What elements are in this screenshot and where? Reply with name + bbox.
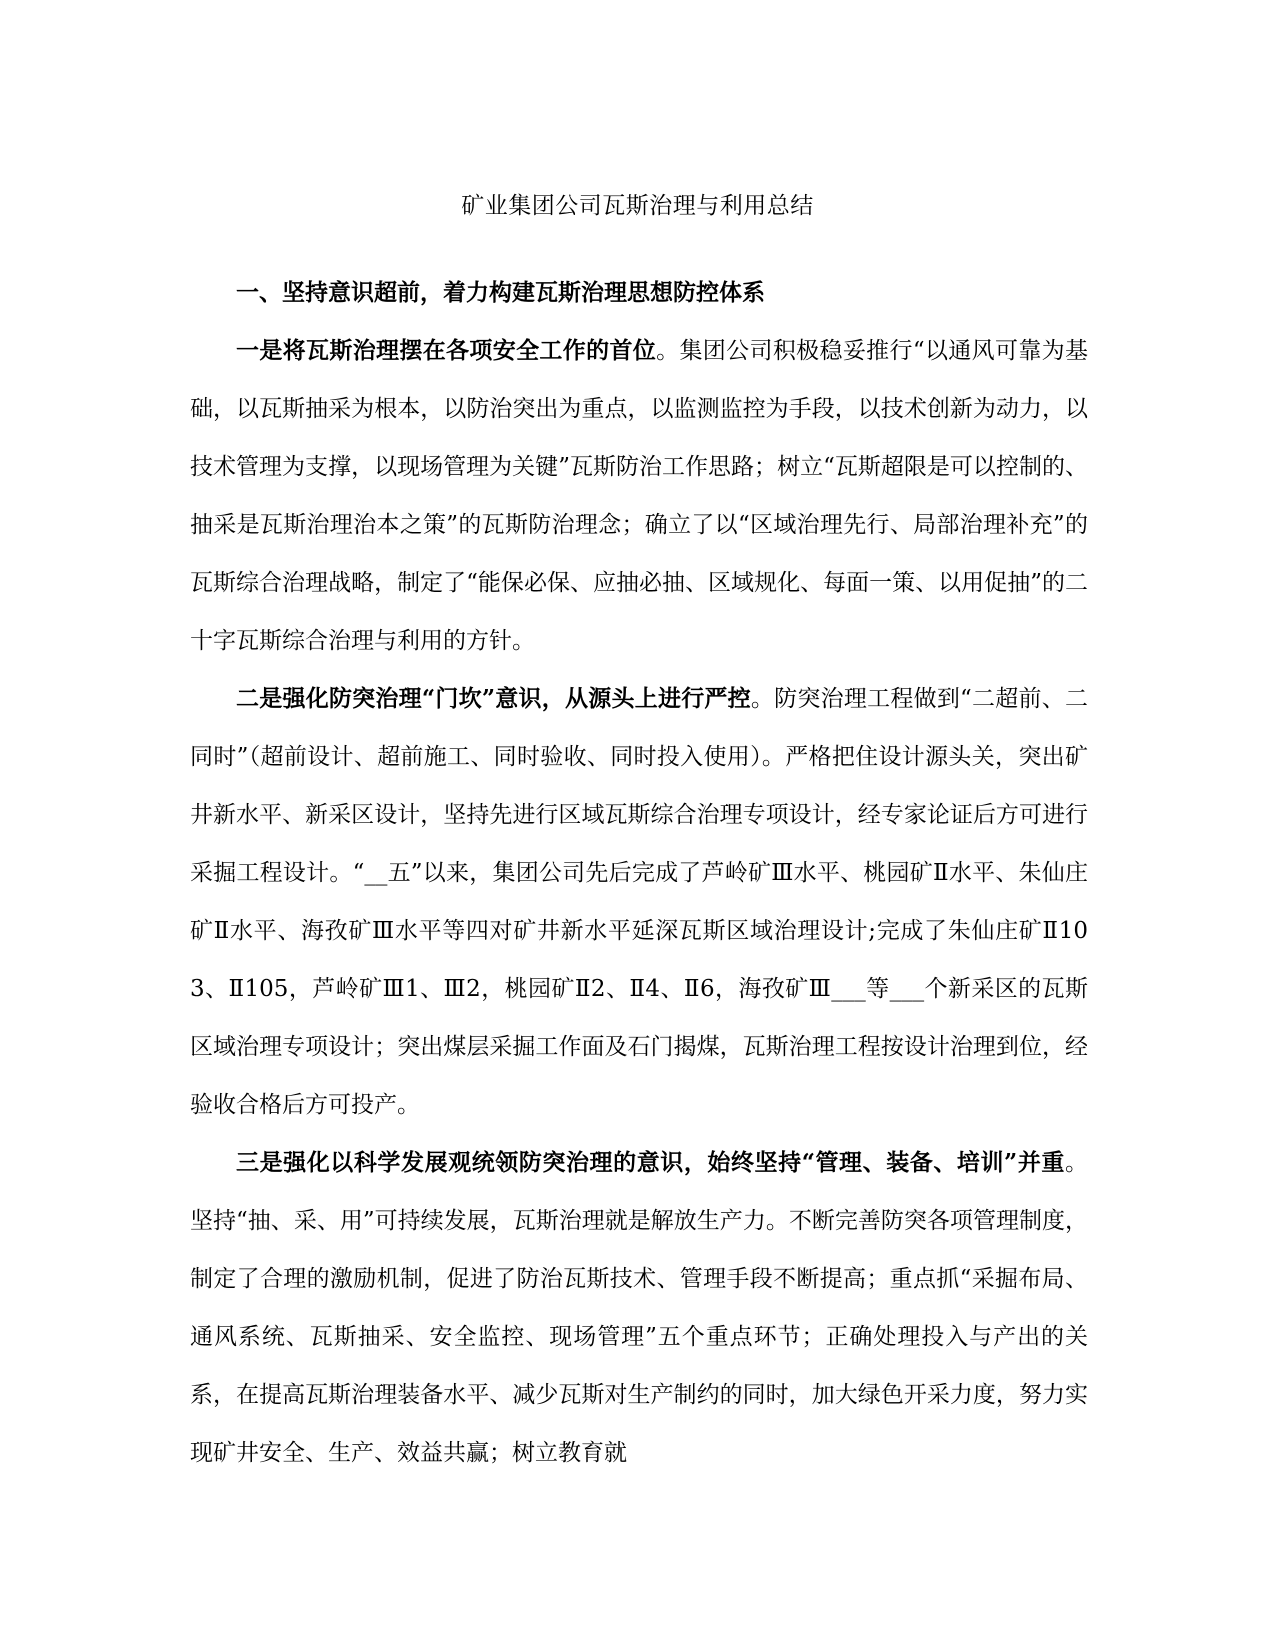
- paragraph-2-body: 。防突治理工程做到“二超前、二同时”（超前设计、超前施工、同时验收、同时投入使用）。严格把住设计源头关，突出矿井新水平、新采区设计，坚持先进行区域瓦斯综合治理专项设计，经专家论证后方可进行采掘工程设计。“__五”以来，集团公司先后完成了芦岭矿Ⅲ水平、桃园矿Ⅱ水平、朱仙庄矿Ⅱ水平、海孜矿Ⅲ水平等四对矿井新水平延深瓦斯区域治理设计;完成了朱仙庄矿Ⅱ103、Ⅱ105，芦岭矿Ⅲ1、Ⅲ2，桃园矿Ⅱ2、Ⅱ4、Ⅱ6，海孜矿Ⅲ___等___个新采区的瓦斯区域治理专项设计；突出煤层采掘工作面及石门揭煤，瓦斯治理工程按设计治理到位，经验收合格后方可投产。: [190, 686, 1088, 1118]
- paragraph-2-lead: 二是强化防突治理“门坎”意识，从源头上进行严控: [236, 685, 751, 712]
- document-body: [190, 264, 1088, 1482]
- section-heading: 一、坚持意识超前，着力构建瓦斯治理思想防控体系: [236, 279, 765, 306]
- paragraph-3-lead: 三是强化以科学发展观统领防突治理的意识，始终坚持“管理、装备、培训”并重: [236, 1149, 1065, 1176]
- paragraph-3-body: 。坚持“抽、采、用”可持续发展，瓦斯治理就是解放生产力。不断完善防突各项管理制度，制定了合理的激励机制，促进了防治瓦斯技术、管理手段不断提高；重点抓“采掘布局、通风系统、瓦斯抽采、安全监控、现场管理”五个重点环节；正确处理投入与产出的关系，在提高瓦斯治理装备水平、减少瓦斯对生产制约的同时，加大绿色开采力度，努力实现矿井安全、生产、效益共赢；树立教育就: [190, 1150, 1088, 1466]
- paragraph-1-lead: 一是将瓦斯治理摆在各项安全工作的首位: [236, 337, 657, 364]
- paragraph-2: [190, 670, 1088, 1134]
- paragraph-3: [190, 1134, 1088, 1482]
- document-title: 矿业集团公司瓦斯治理与利用总结: [461, 193, 814, 219]
- paragraph-1-body: 。集团公司积极稳妥推行“以通风可靠为基础，以瓦斯抽采为根本，以防治突出为重点，以监测监控为手段，以技术创新为动力，以技术管理为支撑，以现场管理为关键”瓦斯防治工作思路；树立“瓦斯超限是可以控制的、抽采是瓦斯治理治本之策”的瓦斯防治理念；确立了以“区域治理先行、局部治理补充”的瓦斯综合治理战略，制定了“能保必保、应抽必抽、区域规化、每面一策、以用促抽”的二十字瓦斯综合治理与利用的方针。: [190, 338, 1089, 654]
- paragraph-1: [190, 322, 1088, 670]
